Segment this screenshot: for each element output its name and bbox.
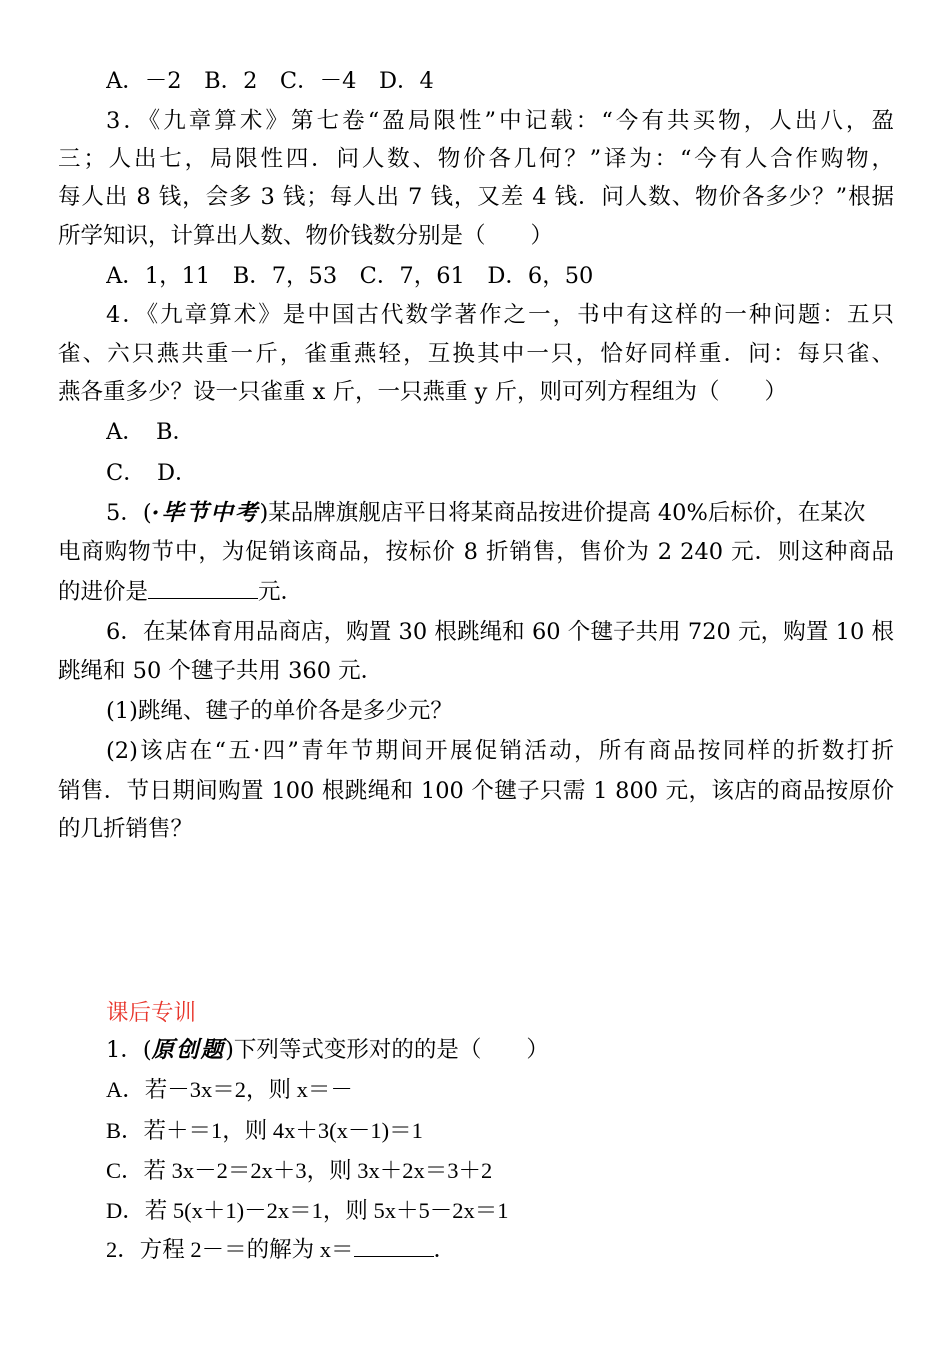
q5-line-2: 电商购物节中，为促销该商品，按标价 8 折销售，售价为 2 240 元．则这种商品 (58, 539, 894, 565)
p1-stem-text: )下列等式变形对的的是（ ） (225, 1037, 549, 1063)
p2-post: ． (433, 1237, 457, 1262)
q2-options: A．－2 B．2 C．－4 D．4 (106, 68, 434, 94)
q5-source-note: ·毕节中考 (151, 500, 260, 526)
q3-options: A．1，11 B．7，53 C．7，61 D．6，50 (106, 263, 594, 289)
q4-line-3: 燕各重多少？设一只雀重 x 斤，一只燕重 y 斤，则可列方程组为（ ） (58, 379, 788, 405)
p2-line (106, 1230, 894, 1270)
q3-line-2: 三；人出七，局限性四．问人数、物价各几何？”译为：“今有人合作购物， (58, 146, 894, 172)
q3-line-3: 每人出 8 钱，会多 3 钱；每人出 7 钱，又差 4 钱．问人数、物价各多少？”根据 (58, 184, 894, 210)
p1-stem (106, 1030, 894, 1070)
q4-options-cd: C． D． (106, 460, 198, 486)
p1-option-d: D．若 5(x＋1)－2x＝1，则 5x＋5－2x＝1 (106, 1198, 509, 1223)
section-title: 课后专训 (106, 1000, 197, 1026)
q6-part-2-line-1: (2)该店在“五·四”青年节期间开展促销活动，所有商品按同样的折数打折 (106, 738, 894, 764)
q6-part-1: (1)跳绳、毽子的单价各是多少元？ (106, 698, 453, 724)
q6-part-2-line-2: 销售．节日期间购置 100 根跳绳和 100 个毽子只需 1 800 元，该店的商品按原价 (58, 778, 894, 804)
q5-line-3-post: 元． (258, 579, 304, 605)
p1-number: 1．( (106, 1037, 152, 1063)
q5-line-3 (58, 572, 894, 612)
q4-options-ab: A． B． (106, 419, 196, 445)
q3-line-1: 3．《九章算术》第七卷“盈局限性”中记载：“今有共买物，人出八，盈 (106, 108, 894, 134)
p1-source-note: 原创题 (151, 1037, 226, 1063)
p2-answer-blank[interactable] (354, 1230, 434, 1257)
q4-line-2: 雀、六只燕共重一斤，雀重燕轻，互换其中一只，恰好同样重．问：每只雀、 (58, 341, 894, 367)
q6-line-1: 6．在某体育用品商店，购置 30 根跳绳和 60 个毽子共用 720 元，购置 10 根 (106, 619, 894, 645)
p2-pre: 2．方程 2－＝的解为 x＝ (106, 1237, 354, 1262)
p1-option-a: A．若－3x＝2，则 x＝－ (106, 1077, 353, 1102)
q3-line-4: 所学知识，计算出人数、物价钱数分别是（ ） (58, 223, 554, 249)
q4-line-1: 4．《九章算术》是中国古代数学著作之一，书中有这样的一种问题：五只 (106, 302, 894, 328)
q5-answer-blank[interactable] (148, 572, 258, 599)
p1-option-b: B．若＋＝1，则 4x＋3(x－1)＝1 (106, 1118, 423, 1143)
q5-line-1-text: )某品牌旗舰店平日将某商品按进价提高 40%后标价，在某次 (259, 500, 866, 526)
q5-line-3-pre: 的进价是 (58, 579, 149, 605)
p1-option-c: C．若 3x－2＝2x＋3，则 3x＋2x＝3＋2 (106, 1158, 493, 1183)
q6-part-2-line-3: 的几折销售？ (58, 816, 194, 842)
q5-number: 5．( (106, 500, 152, 526)
q6-line-2: 跳绳和 50 个毽子共用 360 元． (58, 658, 384, 684)
q5-line-1 (106, 493, 894, 533)
